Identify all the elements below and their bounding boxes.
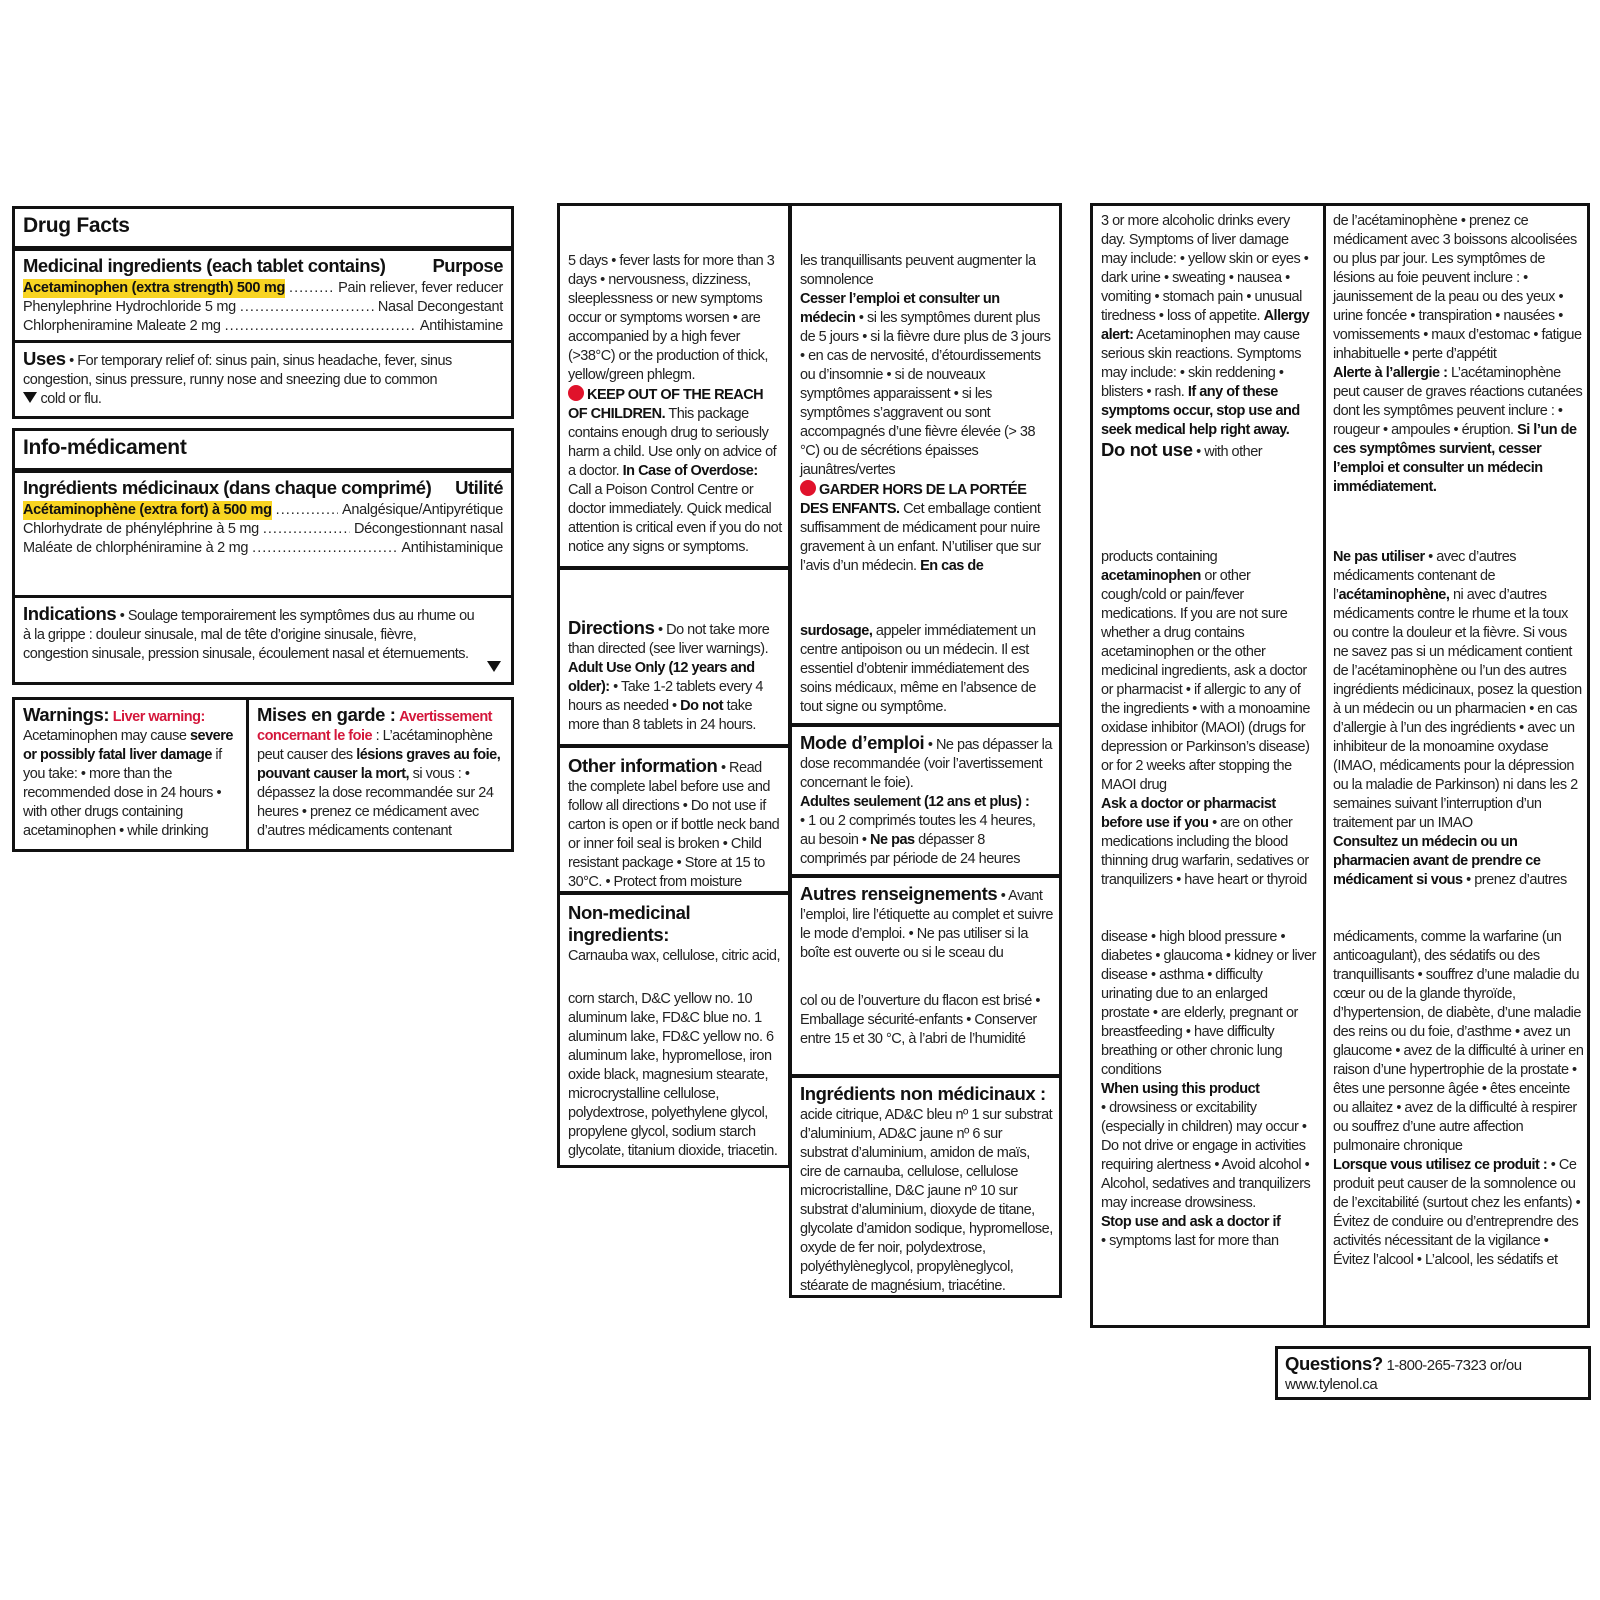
col4-allergy-text-text: Acetaminophen may cause serious skin reactions. Symptoms may include: • skin reddening • blisters • rash. bbox=[1101, 327, 1301, 400]
col2-continued bbox=[557, 203, 791, 569]
warnings-en-t3-text: if you take: • more than the recommended dose in 24 hours • with other drugs containing acetaminophen • while drinking bbox=[23, 747, 222, 839]
divider bbox=[246, 700, 249, 849]
liver-warning-label-fr: Avertissement concernant le foie bbox=[257, 709, 493, 744]
text-block bbox=[568, 618, 782, 735]
indications-heading: Indications bbox=[23, 603, 117, 624]
col5-npu-bold-2-text: acétaminophène, bbox=[1338, 587, 1450, 603]
text-block bbox=[568, 990, 782, 1161]
info-medicament-title: Info-médicament bbox=[23, 436, 187, 459]
nonmedicinal-panel bbox=[557, 892, 791, 1168]
stop-sign-icon bbox=[568, 385, 584, 401]
warnings-en bbox=[23, 705, 239, 841]
continue-arrow-icon bbox=[487, 661, 501, 672]
drug-facts-panel bbox=[12, 206, 514, 419]
ingredients-heading-fr: Ingrédients médicinaux (dans chaque comprimé) bbox=[23, 477, 432, 498]
col5-lorsque-text-text: • Ce produit peut causer de la somnolence ou de l’excitabilité (surtout chez les enfants) • Évitez de conduire ou d’entreprendre des activités nécessitant de la vigilance • Évitez l’alcool • L’alcool, les sédatifs et bbox=[1333, 1157, 1581, 1268]
stop-sign-icon bbox=[800, 480, 816, 496]
col4-allergy-bold-2-text: If any of these symptoms occur, stop use and seek medical help right away. bbox=[1101, 384, 1300, 438]
warnings-en-t2-text: severe or possibly fatal liver damage bbox=[23, 728, 233, 763]
mode-emploi-panel bbox=[789, 724, 1062, 877]
col3-surdosage-text-text: appeler immédiatement un centre antipoison ou un médecin. Il est essentiel d’obtenir immédiatement des soins médicaux, même en l’absence de tout signe ou symptôme. bbox=[800, 623, 1036, 715]
col4-upper bbox=[1101, 212, 1317, 462]
warnings-fr bbox=[257, 705, 503, 841]
ingredient-row bbox=[23, 539, 503, 558]
col3-continued bbox=[789, 203, 1062, 726]
ingredients-heading: Medicinal ingredients (each tablet contains) bbox=[23, 255, 386, 276]
divider bbox=[15, 246, 511, 251]
purpose-heading: Purpose bbox=[432, 255, 503, 276]
col2-overdose-text-text: Call a Poison Control Centre or doctor immediately. Quick medical attention is critical even if you do not notice any signs or symptoms. bbox=[568, 482, 782, 555]
ingredients-list-fr bbox=[23, 501, 503, 558]
col3-cesser-text-text: • si les symptômes durent plus de 5 jours • si la fièvre dure plus de 3 jours • en cas de nervosité, d’étourdissements ou d’insomnie • si de nouveaux symptômes apparaissent • si les symptômes s’aggravent ou sont accompagnés d’une fièvre élevée (> 38 °C) ou de sécrétions épaisses jaunâtres/vertes bbox=[800, 310, 1051, 478]
questions-url[interactable]: www.tylenol.ca bbox=[1285, 1376, 1378, 1393]
dot-leader bbox=[276, 501, 338, 520]
col5-npu-text-text: • avec d’autres médicaments contenant de l’ bbox=[1333, 549, 1517, 603]
col4-ask-bold-text: Ask a doctor or pharmacist before use if you bbox=[1101, 796, 1276, 831]
col3-autres-text-2-text: col ou de l’ouverture du flacon est brisé • Emballage sécurité-enfants • Conserver entre 15 et 30 °C, à l’abri de l’humidité bbox=[800, 993, 1040, 1047]
col5-alerte-bold-text: Alerte à l’allergie : bbox=[1333, 365, 1448, 381]
col2-do-not-bold-text: Do not bbox=[680, 698, 724, 714]
questions-phone: 1-800-265-7323 or/ou bbox=[1386, 1357, 1522, 1374]
keep-out-label: KEEP OUT OF THE REACH OF CHILDREN. bbox=[568, 387, 764, 422]
info-medicament-indications-text-text: • Soulage temporairement les symptômes dus au rhume ou à la grippe : douleur sinusale, mal de tête d’origine sinusale, fièvre, congestion sinusale, pression sinusale, écoulement nasal et éternuements. bbox=[23, 608, 475, 662]
ingredient-row bbox=[23, 317, 503, 336]
warnings-heading-fr: Mises en garde : bbox=[257, 704, 396, 725]
col5-lower bbox=[1333, 928, 1585, 1270]
nonmed-heading-fr: Ingrédients non médicinaux : bbox=[800, 1083, 1046, 1104]
questions-panel bbox=[1275, 1346, 1591, 1400]
col5-npu-bold-text: Ne pas utiliser bbox=[1333, 549, 1425, 565]
drug-facts-ingredients-2-name-text: Chlorpheniramine Maleate 2 mg bbox=[23, 318, 221, 334]
col3-ne-pas-bold-text: Ne pas bbox=[870, 832, 915, 848]
col4-lower bbox=[1101, 928, 1317, 1251]
col4-t2-pre-text: products containing bbox=[1101, 549, 1218, 565]
text-block bbox=[800, 252, 1053, 576]
text-block bbox=[800, 992, 1053, 1049]
drug-facts-ingredients-2-purpose-text: Antihistamine bbox=[419, 318, 503, 334]
info-medicament-ingredients-2-purpose-text: Antihistaminique bbox=[401, 540, 503, 556]
ingredient-row bbox=[23, 520, 503, 539]
col5-consult-bold-text: Consultez un médecin ou un pharmacien avant de prendre ce médicament si vous bbox=[1333, 834, 1541, 888]
col5-alerte-bold-2-text: Si l’un de ces symptômes survient, cesser l’emploi et consulter un médecin immédiatement. bbox=[1333, 422, 1577, 495]
text-block bbox=[1285, 1354, 1522, 1394]
dot-leader bbox=[225, 317, 416, 336]
col3-en-cas-bold-text: En cas de bbox=[920, 558, 984, 574]
col3-surdosage-bold-text: surdosage, bbox=[800, 623, 873, 639]
text-block bbox=[568, 903, 782, 966]
col5-alerte-text-text: L’acétaminophène peut causer de graves réactions cutanées dont les symptômes peuvent inclure : • rougeur • ampoules • éruption. bbox=[1333, 365, 1583, 438]
col2-warnings-text bbox=[568, 252, 782, 557]
divider bbox=[15, 340, 511, 343]
warnings-heading: Warnings: bbox=[23, 704, 110, 725]
indications-section bbox=[23, 604, 481, 664]
dot-leader bbox=[240, 298, 374, 317]
info-medicament-ingredients-1-purpose-text: Décongestionnant nasal bbox=[354, 521, 503, 537]
text-block bbox=[568, 756, 782, 892]
col4-middle bbox=[1101, 548, 1317, 890]
liver-warning-label: Liver warning: bbox=[112, 709, 205, 725]
info-medicament-ingredients-0-purpose-text: Analgésique/Antipyrétique bbox=[342, 502, 503, 518]
do-not-use-heading: Do not use bbox=[1101, 439, 1193, 460]
info-medicament-ingredients-1-name-text: Chlorhydrate de phényléphrine à 5 mg bbox=[23, 521, 259, 537]
drug-facts-ingredients-1-name-text: Phenylephrine Hydrochloride 5 mg bbox=[23, 299, 236, 315]
ingredient-row bbox=[23, 279, 503, 298]
col2-nonmed-text-1-text: Carnauba wax, cellulose, citric acid, bbox=[568, 948, 780, 964]
col2-other-text-text: • Read the complete label before use and follow all directions • Do not use if carton is open or if bottle neck band or inner foil seal is broken • Child resistant package • Store at 15 to 30°C. • Protect from moisture bbox=[568, 760, 780, 890]
col5-t1-text: de l’acétaminophène • prenez ce médicament avec 3 boissons alcoolisées ou plus par jour. Les symptômes de lésions au foie peuvent inclure : • jaunissement de la peau ou des yeux • urine foncée • transpiration • nausées • vomissements • maux d’estomac • fatigue inhabituelle • perte d’appétit bbox=[1333, 213, 1582, 362]
warnings-continued-panel bbox=[1090, 203, 1590, 1328]
other-information-heading: Other information bbox=[568, 755, 718, 776]
col5-upper bbox=[1333, 212, 1585, 497]
warnings-fr-t2-text: lésions graves au foie, pouvant causer la mort, bbox=[257, 747, 501, 782]
drug-facts-ingredients-0-name-text: Acetaminophen (extra strength) 500 mg bbox=[23, 280, 286, 296]
nonmedicinal-heading: Non-medicinal ingredients: bbox=[568, 902, 691, 945]
questions-label: Questions? bbox=[1285, 1353, 1383, 1374]
col4-t2-text-text: or other cough/cold or pain/fever medications. If you are not sure whether a drug contains acetaminophen or the other medicinal ingredients, ask a doctor or pharmacist • if allergic to any of the ingredients • with a monoamine oxidase inhibitor (MAOI) (drugs for depression or Parkinson’s disease) or for 2 weeks after stopping the MAOI drug bbox=[1101, 568, 1310, 793]
dot-leader bbox=[263, 520, 350, 539]
continue-arrow-icon bbox=[23, 392, 37, 403]
col3-mode-text-text: • Ne pas dépasser la dose recommandée (voir l’avertissement concernant le foie). bbox=[800, 737, 1052, 791]
col2-adult-text-text: • Take 1-2 tablets every 4 hours as needed • bbox=[568, 679, 763, 714]
directions-heading: Directions bbox=[568, 617, 655, 638]
col2-keep-out-text-text: This package contains enough drug to seriously harm a child. Use only on advice of a doctor. bbox=[568, 406, 777, 479]
text-block bbox=[800, 884, 1053, 963]
warnings-panel bbox=[12, 697, 514, 852]
directions-panel bbox=[557, 567, 791, 747]
col4-allergy-bold-text: Allergy alert: bbox=[1101, 308, 1310, 343]
col4-t1-text: 3 or more alcoholic drinks every day. Symptoms of liver damage may include: • yellow skin or eyes • dark urine • sweating • nausea • vomiting • stomach pain • unusual tiredness • loss of appetite. bbox=[1101, 213, 1309, 324]
info-medicament-ingredients-2-name-text: Maléate de chlorphéniramine à 2 mg bbox=[23, 540, 249, 556]
divider bbox=[1323, 206, 1326, 1325]
purpose-heading-fr: Utilité bbox=[455, 477, 503, 498]
col3-nonmed-text-text: acide citrique, AD&C bleu nº 1 sur substrat d’aluminium, AD&C jaune nº 6 sur substrat d’aluminium, amidon de maïs, cire de carnauba, cellulose, cellulose microcristalline, D&C jaune nº 10 sur substrat d’aluminium, dioxyde de titane, glycolate d’amidon sodique, hypromellose, oxyde de fer noir, polydextrose, polyéthylèneglycol, propylèneglycol, stéarate de magnésium, triacétine. bbox=[800, 1107, 1053, 1294]
col3-ne-pas-text-text: dépasser 8 comprimés par période de 24 heures bbox=[800, 832, 1020, 867]
uses-heading: Uses bbox=[23, 348, 66, 369]
col3-adultes-text-text: • 1 ou 2 comprimés toutes les 4 heures, au besoin • bbox=[800, 813, 1036, 848]
mode-emploi-heading: Mode d’emploi bbox=[800, 732, 925, 753]
text-block bbox=[800, 733, 1053, 869]
info-medicament-panel bbox=[12, 428, 514, 685]
warnings-fr-t3-text: si vous : • dépassez la dose recommandée sur 24 heures • prenez ce médicament avec d’autres médicaments contenant bbox=[257, 766, 494, 839]
drug-facts-title: Drug Facts bbox=[23, 214, 130, 237]
col4-t2-bold-text: acetaminophen bbox=[1101, 568, 1201, 584]
col4-ask-text-text: • are on other medications including the blood thinning drug warfarin, sedatives or tranquilizers • have heart or thyroid bbox=[1101, 815, 1309, 888]
col2-directions-text-text: • Do not take more than directed (see liver warnings). bbox=[568, 622, 770, 657]
ingredients-list bbox=[23, 279, 503, 336]
col4-using-text-text: • drowsiness or excitability (especially in children) may occur • Do not drive or engage in activities requiring alertness • Avoid alcohol • Alcohol, sedatives and tranquilizers may increase drowsiness. bbox=[1101, 1100, 1311, 1211]
autres-renseignements-panel bbox=[789, 875, 1062, 1077]
col4-stop-text-text: • symptoms last for more than bbox=[1101, 1233, 1279, 1249]
divider bbox=[15, 595, 511, 598]
col5-t2-text: médicaments, comme la warfarine (un anticoagulant), des sédatifs ou des tranquillisants • souffrez d’une maladie du cœur ou de la glande thyroïde, d’hypertension, de diabète, d’une maladie des reins ou du foie, d’asthme • avez un glaucome • avez de la difficulté à uriner en raison d’une hypertrophie de la prostate • êtes une personne âgée • êtes enceinte ou allaitez • avez de la difficulté à respirer ou souffrez d’une autre affection pulmonaire chronique bbox=[1333, 929, 1584, 1154]
drug-facts-uses-text-text: • For temporary relief of: sinus pain, sinus headache, fever, sinus congestion, sinus pressure, runny nose and sneezing due to common bbox=[23, 353, 452, 388]
text-block bbox=[800, 1084, 1053, 1296]
col4-t3-text: disease • high blood pressure • diabetes • glaucoma • kidney or liver disease • asthma • difficulty urinating due to an enlarged prostate • are elderly, pregnant or breastfeeding • have difficulty breathing or other chronic lung conditions bbox=[1101, 929, 1316, 1078]
col2-do-not-text-text: take more than 8 tablets in 24 hours. bbox=[568, 698, 756, 733]
garder-label: GARDER HORS DE LA PORTÉE DES ENFANTS. bbox=[800, 482, 1027, 517]
uses-section bbox=[23, 349, 503, 409]
dot-leader bbox=[252, 539, 397, 558]
drug-facts-uses-text-2-text: cold or flu. bbox=[40, 391, 102, 407]
overdose-label: In Case of Overdose: bbox=[622, 463, 758, 479]
autres-heading: Autres renseignements bbox=[800, 883, 998, 904]
col4-using-bold-text: When using this product bbox=[1101, 1081, 1260, 1097]
col2-cont-text-text: 5 days • fever lasts for more than 3 days • nervousness, dizziness, sleeplessness or new symptoms occur or symptoms worsen • are accompanied by a high fever (>38°C) or the production of thick, yellow/green phlegm. bbox=[568, 253, 775, 383]
col5-middle bbox=[1333, 548, 1585, 890]
col3-adultes-bold-text: Adultes seulement (12 ans et plus) : bbox=[800, 794, 1030, 810]
drug-facts-ingredients-0-purpose-text: Pain reliever, fever reducer bbox=[338, 280, 503, 296]
cesser-label: Cesser l’emploi et consulter un médecin bbox=[800, 291, 1000, 326]
col3-autres-text-text: • Avant l’emploi, lire l’étiquette au complet et suivre le mode d’emploi. • Ne pas utiliser si la boîte est ouverte ou si le sceau du bbox=[800, 888, 1053, 961]
warnings-fr-t1-text: : L’acétaminophène peut causer des bbox=[257, 728, 493, 763]
col4-dnu-text-text: • with other bbox=[1196, 444, 1263, 460]
col5-npu-text-2-text: ni avec d’autres médicaments contre le rhume et la toux ou contre la douleur et la fièvre. Si vous ne savez pas si un médicament contient de l’acétaminophène ou l’un des autres ingrédients médicinaux, posez la question à un médecin ou un pharmacien • en cas d’allergie à l’un des ingrédients • avec un inhibiteur de la monoamine oxydase (IMAO, médicaments pour la dépression ou la maladie de Parkinson) ni dans les 2 semaines suivant l’interruption d’un traitement par un IMAO bbox=[1333, 587, 1582, 831]
col3-cont-text-text: les tranquillisants peuvent augmenter la somnolence bbox=[800, 253, 1036, 288]
text-block bbox=[800, 622, 1053, 717]
divider bbox=[15, 468, 511, 473]
info-medicament-ingredients-0-name-text: Acétaminophène (extra fort) à 500 mg bbox=[23, 502, 272, 518]
col3-garder-text-text: Cet emballage contient suffisamment de médicament pour nuire gravement à un enfant. N’utiliser que sur l’avis d’un médecin. bbox=[800, 501, 1041, 574]
ingredient-row bbox=[23, 298, 503, 317]
col2-nonmed-text-2-text: corn starch, D&C yellow no. 10 aluminum lake, FD&C blue no. 1 aluminum lake, FD&C yellow no. 6 aluminum lake, hypromellose, iron oxide black, magnesium stearate, microcrystalline cellulose, polydextrose, polyethylene glycol, propylene glycol, sodium starch glycolate, titanium dioxide, triacetin. bbox=[568, 991, 778, 1159]
ingredients-non-medicinaux-panel bbox=[789, 1075, 1062, 1298]
col5-lorsque-bold-text: Lorsque vous utilisez ce produit : bbox=[1333, 1157, 1548, 1173]
col5-consult-text-text: • prenez d’autres bbox=[1466, 872, 1567, 888]
drug-facts-ingredients-1-purpose-text: Nasal Decongestant bbox=[377, 299, 503, 315]
other-information-panel bbox=[557, 745, 791, 894]
col2-adult-bold-text: Adult Use Only (12 years and older): bbox=[568, 660, 755, 695]
col4-stop-bold-text: Stop use and ask a doctor if bbox=[1101, 1214, 1281, 1230]
dot-leader bbox=[289, 279, 334, 298]
warnings-en-t1-text: Acetaminophen may cause bbox=[23, 728, 187, 744]
ingredient-row bbox=[23, 501, 503, 520]
